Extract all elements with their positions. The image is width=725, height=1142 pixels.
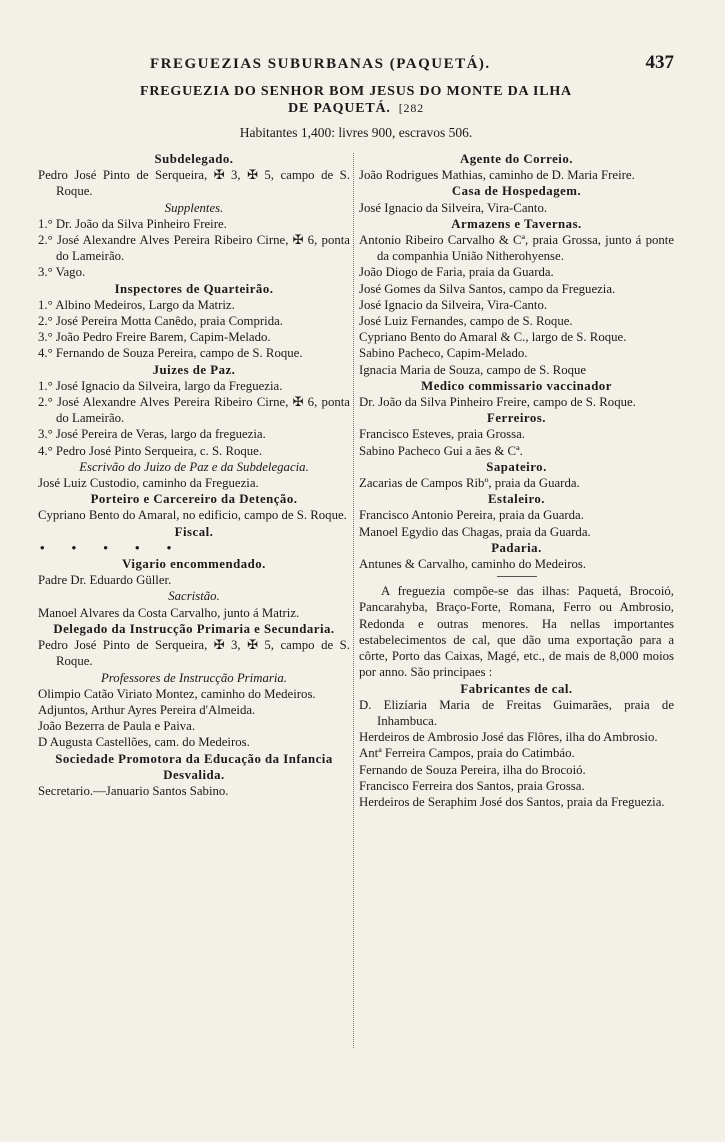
section-heading: Padaria.: [491, 540, 542, 555]
entry: 2.° José Alexandre Alves Pereira Ribeiro Cirne, ✠ 6, ponta do Lameirão.: [38, 395, 350, 426]
section-heading: Juizes de Paz.: [152, 362, 236, 377]
parish-title-line1: FREGUEZIA DO SENHOR BOM JESUS DO MONTE DA ILHA: [140, 84, 572, 99]
header-title: FREGUEZIAS SUBURBANAS (PAQUETÁ).: [150, 56, 491, 72]
page-number: 437: [645, 52, 674, 73]
section-heading: Delegado da Instrucção Primaria e Secundaria.: [53, 621, 335, 636]
entry: Zacarias de Campos Ribº, praia da Guarda.: [359, 476, 580, 491]
entry: 4.° Fernando de Souza Pereira, campo de S. Roque.: [38, 346, 303, 361]
entry: 1.° Dr. João da Silva Pinheiro Freire.: [38, 216, 227, 231]
columns: [38, 151, 674, 1051]
parish-title-line2: [38, 100, 674, 117]
entry: Fernando de Souza Pereira, ilha do Brocoió.: [359, 762, 586, 777]
column-divider: [353, 153, 354, 1048]
section-heading: Estaleiro.: [487, 492, 545, 507]
entry: Ignacia Maria de Souza, campo de S. Roque: [359, 362, 587, 377]
entry: Cypriano Bento do Amaral & C., largo de S. Roque.: [359, 330, 627, 345]
entry: João Diogo de Faria, praia da Guarda.: [359, 265, 554, 280]
entry: 1.° Albino Medeiros, Largo da Matriz.: [38, 297, 235, 312]
entry: 3.° João Pedro Freire Barem, Capim-Melado.: [38, 330, 271, 345]
entry: Francisco Esteves, praia Grossa.: [359, 427, 525, 442]
entry: Francisco Ferreira dos Santos, praia Grossa.: [359, 778, 585, 793]
entry: Herdeiros de Ambrosio José das Flôres, ilha do Ambrosio.: [359, 730, 658, 745]
entry: João Rodrigues Mathias, caminho de D. Maria Freire.: [359, 168, 635, 183]
right-column: [359, 151, 674, 810]
entry: 2.° José Pereira Motta Canêdo, praia Comprida.: [38, 314, 283, 329]
parish-title: [38, 84, 674, 117]
section-heading: Fiscal.: [174, 524, 214, 539]
population-line: Habitantes 1,400: livres 900, escravos 506.: [239, 125, 473, 140]
section-heading: Sapateiro.: [486, 459, 547, 474]
entry: José Ignacio da Silveira, Vira-Canto.: [359, 200, 548, 215]
entry: Padre Dr. Eduardo Güller.: [38, 573, 172, 588]
entry: José Gomes da Silva Santos, campo da Freguezia.: [359, 281, 616, 296]
entry: Dr. João da Silva Pinheiro Freire, campo de S. Roque.: [359, 395, 636, 410]
entry: José Ignacio da Silveira, Vira-Canto.: [359, 297, 548, 312]
section-heading: Subdelegado.: [154, 152, 234, 166]
section-heading: Medico commissario vaccinador: [421, 378, 612, 393]
section-subheading: Professores de Instrucção Primaria.: [100, 670, 287, 685]
entry: Sabino Pacheco Gui a ães & Cª.: [359, 443, 523, 458]
section-subheading: Sacristão.: [168, 589, 220, 604]
entry: D. Elizíaria Maria de Freitas Guimarães, praia de Inhambuca.: [359, 697, 674, 728]
section-subheading: Supplentes.: [164, 200, 224, 215]
left-column: [38, 151, 350, 799]
entry: Antunes & Carvalho, caminho do Medeiros.: [359, 557, 587, 572]
entry: Antª Ferreira Campos, praia do Catimbáo.: [359, 746, 575, 761]
entry: Pedro José Pinto de Serqueira, ✠ 3, ✠ 5, campo de S. Roque.: [38, 638, 350, 669]
parish-title-line2-text: DE PAQUETÁ.: [288, 101, 391, 116]
entry: Secretario.—Januario Santos Sabino.: [38, 783, 229, 798]
entry: 3.° José Pereira de Veras, largo da freguezia.: [38, 427, 266, 442]
placeholder-dots: • • • • •: [40, 540, 184, 555]
entry: 1.° José Ignacio da Silveira, largo da Freguezia.: [38, 378, 283, 393]
entry: Cypriano Bento do Amaral, no edificio, campo de S. Roque.: [38, 508, 347, 523]
entry: José Luiz Custodio, caminho da Freguezia.: [38, 476, 259, 491]
running-header: [38, 48, 674, 74]
entry: Adjuntos, Arthur Ayres Pereira d'Almeida.: [38, 702, 256, 717]
entry: Pedro José Pinto de Serqueira, ✠ 3, ✠ 5, campo de S. Roque.: [38, 168, 350, 199]
entry: D Augusta Castellões, cam. do Medeiros.: [38, 735, 250, 750]
entry: João Bezerra de Paula e Paiva.: [38, 719, 196, 734]
entry: 3.° Vago.: [38, 265, 86, 280]
parish-note: [282: [398, 101, 424, 115]
entry: Manoel Egydio das Chagas, praia da Guarda.: [359, 524, 591, 539]
section-heading: Ferreiros.: [487, 411, 546, 426]
section-heading: Porteiro e Carcereiro da Detenção.: [90, 492, 298, 507]
directory-page: [38, 48, 674, 1051]
entry: 2.° José Alexandre Alves Pereira Ribeiro Cirne, ✠ 6, ponta do Lameirão.: [38, 233, 350, 264]
section-heading: Agente do Correio.: [460, 152, 573, 166]
entry: Manoel Alvares da Costa Carvalho, junto á Matriz.: [38, 605, 300, 620]
paragraph: A freguezia compõe-se das ilhas: Paquetá, Brocoió, Pancarahyba, Braço-Forte, Romana, Ferro ou Ambrosio, Redonda e outras menores. Ha nellas importantes estabelecimentos de cal, que dão uma exportação para a côrte, Porto das Caixas, Magé, etc., de mais de 8,000 moios por anno. São principaes :: [359, 584, 674, 680]
section-heading: Armazens e Tavernas.: [451, 216, 582, 231]
section-heading: Vigario encommendado.: [122, 557, 266, 572]
entry: Olimpio Catão Viriato Montez, caminho do Medeiros.: [38, 686, 316, 701]
entry: Francisco Antonio Pereira, praia da Guarda.: [359, 508, 584, 523]
section-subheading: Escrivão do Juizo de Paz e da Subdelegacia.: [79, 459, 309, 474]
section-rule: [497, 576, 537, 577]
entry: 4.° Pedro José Pinto Serqueira, c. S. Roque.: [38, 443, 263, 458]
entry: Herdeiros de Seraphim José dos Santos, praia da Freguezia.: [359, 794, 665, 809]
section-heading: Fabricantes de cal.: [460, 681, 573, 696]
section-heading: Inspectores de Quarteirão.: [114, 281, 274, 296]
entry: Antonio Ribeiro Carvalho & Cª, praia Grossa, junto á ponte da companhia União Nitherohyense.: [359, 233, 674, 264]
section-heading: Sociedade Promotora da Educação da Infancia Desvalida.: [55, 751, 333, 782]
entry: Sabino Pacheco, Capim-Melado.: [359, 346, 528, 361]
entry: José Luiz Fernandes, campo de S. Roque.: [359, 314, 573, 329]
section-heading: Casa de Hospedagem.: [451, 184, 582, 199]
